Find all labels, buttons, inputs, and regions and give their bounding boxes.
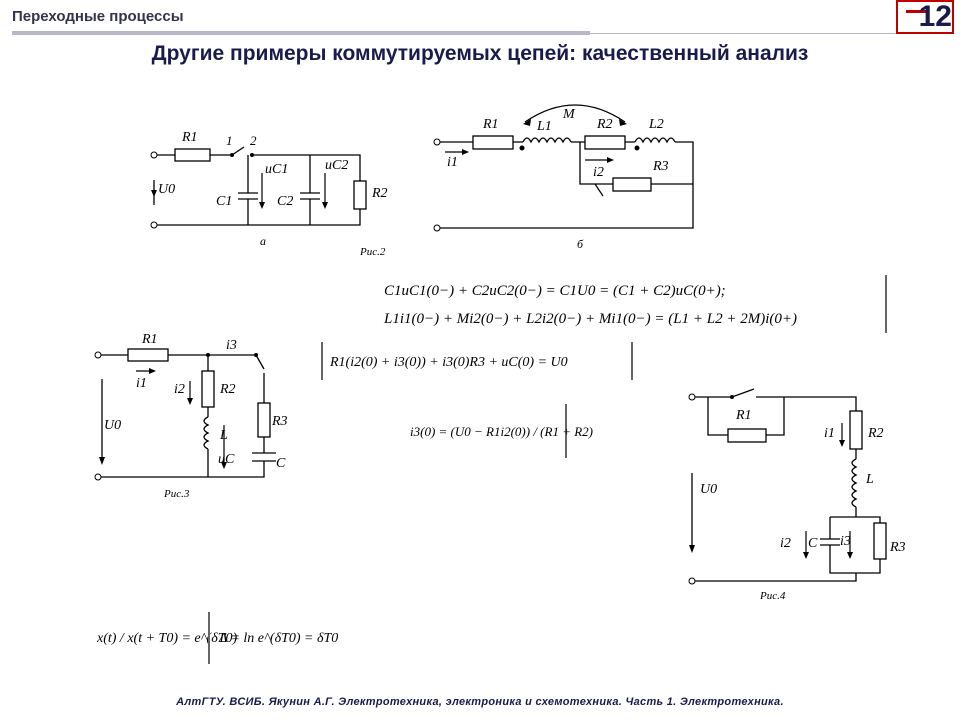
fig2a-U0: U0 <box>158 182 176 197</box>
fig2b-i1: i1 <box>447 155 458 170</box>
fig4-L: L <box>866 472 874 487</box>
footer-credit: АлтГТУ. ВСИБ. Якунин А.Г. Электротехника, электроника и схемотехника. Часть 1. Электротехника. <box>176 696 784 708</box>
fig2a-switch-pos1: 1 <box>226 133 233 148</box>
fig4-caption: Рис.4 <box>760 590 786 602</box>
fig4-R3: R3 <box>890 540 906 555</box>
fig2b-M: M <box>563 107 575 122</box>
fig2b-L1: L1 <box>537 119 552 134</box>
slide-number: 12 <box>918 0 952 33</box>
header-rule <box>12 31 590 35</box>
equation-block-upper <box>380 273 900 335</box>
fig2b-sub: б <box>577 237 584 250</box>
fig3-caption: Рис.3 <box>164 488 190 500</box>
fig3-i3: i3 <box>226 338 237 353</box>
fig2b-R2: R2 <box>597 117 613 132</box>
fig3-i2: i2 <box>174 382 185 397</box>
fig3-L: L <box>220 428 228 443</box>
fig2b-L2: L2 <box>649 117 664 132</box>
eq-kvl: R1(i2(0) + i3(0)) + i3(0)R3 + uC(0) = U0 <box>330 355 568 370</box>
fig4-R2: R2 <box>868 426 884 441</box>
equation-block-bottom <box>95 608 375 668</box>
header-rule-thin <box>590 33 948 34</box>
slide-number-badge <box>896 0 954 34</box>
fig3-R3: R3 <box>272 414 288 429</box>
fig4-C: C <box>808 536 818 551</box>
eq-decrement-ratio: x(t) / x(t + T0) = e^(δT0) <box>97 631 238 646</box>
fig3-R2: R2 <box>220 382 236 397</box>
circuit-fig2a <box>140 125 400 260</box>
fig2-caption: Рис.2 <box>360 246 386 258</box>
fig3-uC: uC <box>218 452 235 467</box>
course-title: Переходные процессы <box>12 8 184 25</box>
circuit-fig3 <box>88 325 308 505</box>
fig2a-sub: а <box>260 234 266 248</box>
fig4-i2: i2 <box>780 536 791 551</box>
slide-title: Другие примеры коммутируемых цепей: качественный анализ <box>151 42 809 65</box>
fig3-C: C <box>276 456 286 471</box>
fig4-i3: i3 <box>840 534 851 549</box>
fig2a-C2: C2 <box>277 194 294 209</box>
fig4-R1: R1 <box>736 408 752 423</box>
fig2a-uC1: uC1 <box>265 162 289 177</box>
fig3-R1: R1 <box>142 332 158 347</box>
circuit-fig4 <box>680 383 910 603</box>
fig4-U0: U0 <box>700 482 718 497</box>
eq-charge: C1uC1(0−) + C2uC2(0−) = C1U0 = (C1 + C2)uC(0+); <box>384 283 726 299</box>
fig3-U0: U0 <box>104 418 122 433</box>
equation-block-middle <box>320 330 650 465</box>
fig2a-switch-pos2: 2 <box>250 133 257 148</box>
circuit-fig2b <box>425 100 715 250</box>
fig2a-R1: R1 <box>182 130 198 145</box>
eq-log-decrement: Δ = ln e^(δT0) = δT0 <box>219 631 339 646</box>
fig2a-uC2: uC2 <box>325 158 349 173</box>
eq-flux: L1i1(0−) + Mi2(0−) + L2i2(0−) + Mi1(0−) = (L1 + L2 + 2M)i(0+) <box>384 311 797 327</box>
fig2a-R2: R2 <box>372 186 388 201</box>
fig2b-R1: R1 <box>483 117 499 132</box>
fig2b-R3: R3 <box>653 159 669 174</box>
eq-i3: i3(0) = (U0 − R1i2(0)) / (R1 + R2) <box>410 424 593 439</box>
fig4-i1: i1 <box>824 426 835 441</box>
fig2a-C1: C1 <box>216 194 233 209</box>
fig2b-i2: i2 <box>593 165 604 180</box>
fig3-i1: i1 <box>136 376 147 391</box>
